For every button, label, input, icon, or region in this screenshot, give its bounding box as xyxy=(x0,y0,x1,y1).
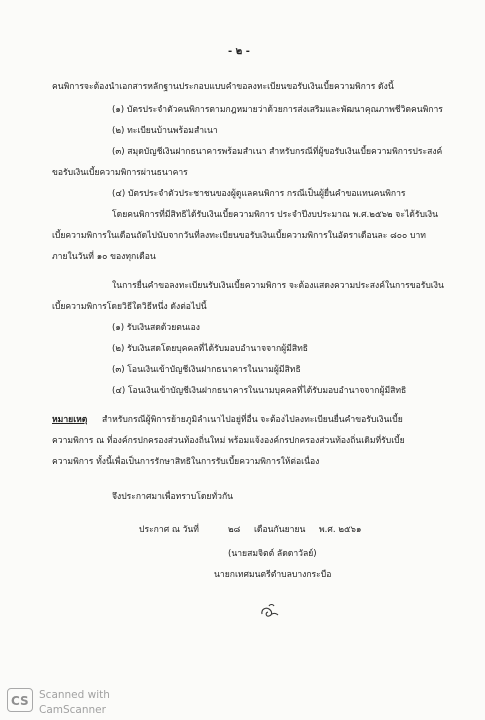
payment-line-3: ภายในวันที่ ๑๐ ของทุกเดือน xyxy=(52,252,156,262)
method-option-1: (๑) รับเงินสดด้วยตนเอง xyxy=(112,323,200,333)
note-label: หมายเหตุ xyxy=(52,415,88,425)
date-month: เดือนกันยายน xyxy=(254,525,306,535)
signer-position: นายกเทศมนตรีตำบลบางกระบือ xyxy=(214,570,332,580)
payment-line-1: โดยคนพิการที่มีสิทธิได้รับเงินเบี้ยความพิการ ประจำปีงบประมาณ พ.ศ.๒๕๖๒ จะได้รับเงิน xyxy=(112,210,438,220)
method-line-1: ในการยื่นคำขอลงทะเบียนรับเงินเบี้ยความพิการ จะต้องแสดงความประสงค์ในการขอรับเงิน xyxy=(112,281,444,291)
closing-line: จึงประกาศมาเพื่อทราบโดยทั่วกัน xyxy=(112,492,234,502)
camscanner-logo: CS xyxy=(7,688,33,712)
document-item-3-continuation: ขอรับเงินเบี้ยความพิการผ่านธนาคาร xyxy=(52,168,188,178)
signature xyxy=(258,603,280,619)
scanner-text-line-1: Scanned with xyxy=(39,689,110,701)
payment-line-2: เบี้ยความพิการในเดือนถัดไปนับจากวันที่ลงทะเบียนขอรับเงินเบี้ยความพิการในอัตราเดือนละ ๘๐๐ บาท xyxy=(52,231,426,241)
document-item-2: (๒) ทะเบียนบ้านพร้อมสำเนา xyxy=(112,126,218,136)
intro-line: คนพิการจะต้องนำเอกสารหลักฐานประกอบแบบคำขอลงทะเบียนขอรับเงินเบี้ยความพิการ ดังนี้ xyxy=(52,82,394,92)
document-item-4: (๔) บัตรประจำตัวประชาชนของผู้ดูแลคนพิการ กรณีเป็นผู้ยื่นคำขอแทนคนพิการ xyxy=(112,189,406,199)
date-prefix: ประกาศ ณ วันที่ xyxy=(139,525,199,535)
method-line-2: เบี้ยความพิการโดยวิธีใดวิธีหนึ่ง ดังต่อไปนี้ xyxy=(52,302,207,312)
date-day: ๒๘ xyxy=(228,525,241,535)
method-option-4: (๔) โอนเงินเข้าบัญชีเงินฝากธนาคารในนามบุคคลที่ได้รับมอบอำนาจจากผู้มีสิทธิ xyxy=(112,386,407,396)
scanner-text-line-2: CamScanner xyxy=(39,704,106,716)
document-item-3: (๓) สมุดบัญชีเงินฝากธนาคารพร้อมสำเนา สำหรับกรณีที่ผู้ขอรับเงินเบี้ยความพิการประสงค์ xyxy=(112,147,443,157)
page-number: - ๒ - xyxy=(228,46,250,57)
note-line-2: ความพิการ ณ ที่องค์กรปกครองส่วนท้องถิ่นใหม่ พร้อมแจ้งองค์กรปกครองส่วนท้องถิ่นเดิมที่รับเบี้ย xyxy=(52,436,405,446)
document-item-1: (๑) บัตรประจำตัวคนพิการตามกฎหมายว่าด้วยการส่งเสริมและพัฒนาคุณภาพชีวิตคนพิการ xyxy=(112,105,443,115)
date-year: พ.ศ. ๒๕๖๑ xyxy=(319,525,362,535)
signer-name: (นายสมจิตต์ ลัดดาวัลย์) xyxy=(228,549,317,559)
method-option-2: (๒) รับเงินสดโดยบุคคลที่ได้รับมอบอำนาจจากผู้มีสิทธิ xyxy=(112,344,309,354)
method-option-3: (๓) โอนเงินเข้าบัญชีเงินฝากธนาคารในนามผู้มีสิทธิ xyxy=(112,365,301,375)
note-line-3: ความพิการ ทั้งนี้เพื่อเป็นการรักษาสิทธิในการรับเบี้ยความพิการให้ต่อเนื่อง xyxy=(52,457,320,467)
note-line-1: สำหรับกรณีผู้พิการย้ายภูมิลำเนาไปอยู่ที่อื่น จะต้องไปลงทะเบียนยื่นคำขอรับเงินเบี้ย xyxy=(102,415,403,425)
